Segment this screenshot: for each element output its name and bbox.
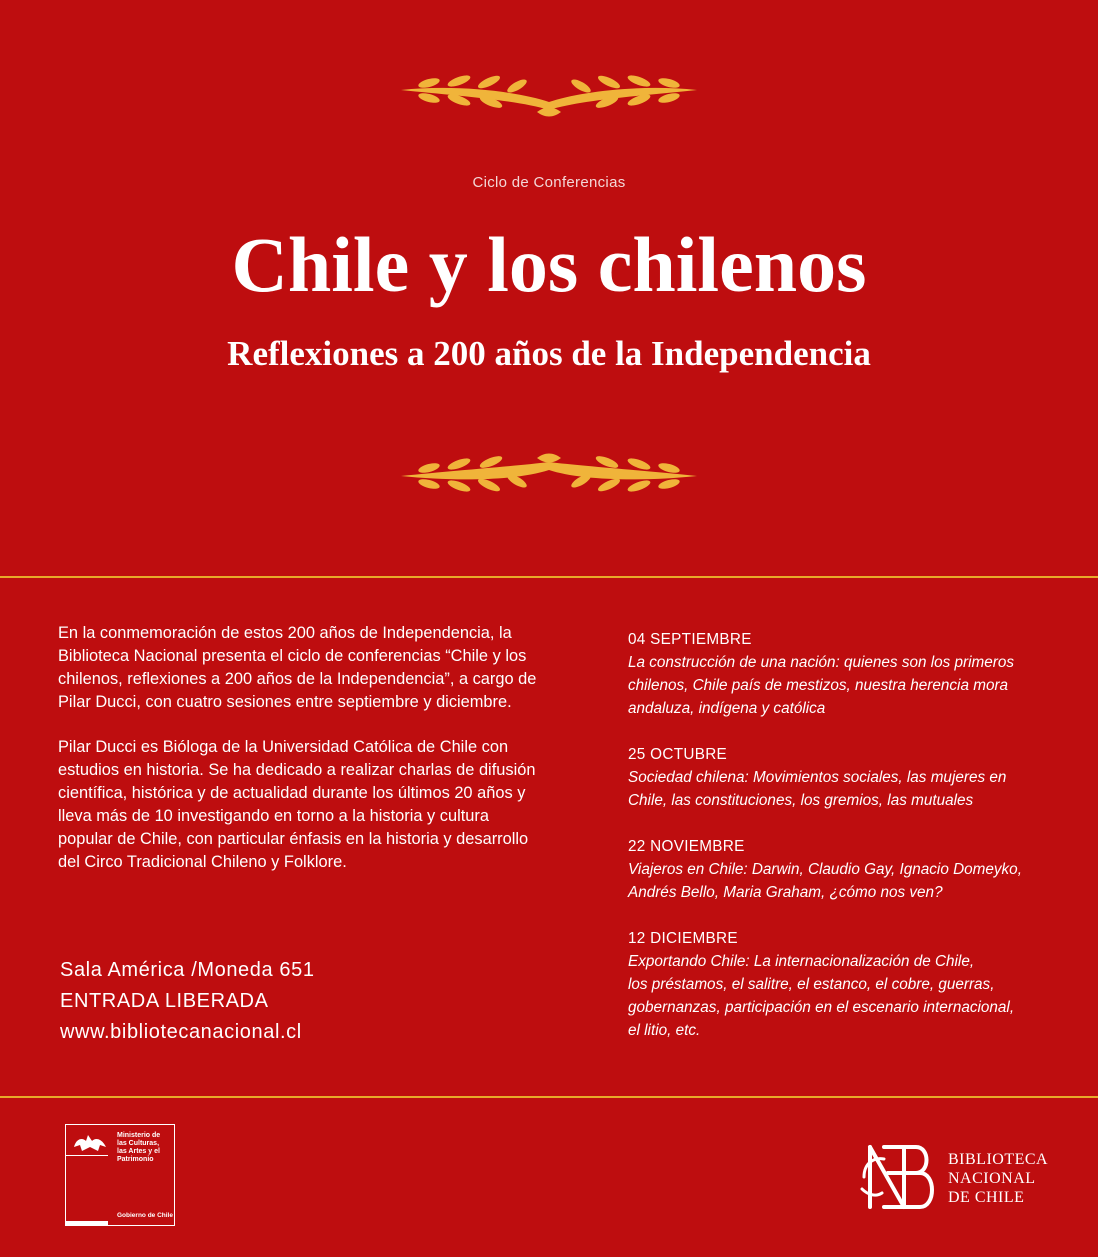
topic-line: gobernanzas, participación en el escenario internacional, <box>628 999 1015 1016</box>
topic-line: La construcción de una nación: quienes son los primeros <box>628 654 1015 671</box>
session-date: 04 SEPTIEMBRE <box>628 631 752 648</box>
ministry-line: las Artes y el <box>117 1148 160 1155</box>
topic-line: Viajeros en Chile: Darwin, Claudio Gay, Ignacio Domeyko, <box>628 861 1022 878</box>
divider <box>0 576 1098 578</box>
ministry-line: las Culturas, <box>117 1140 160 1147</box>
session-item <box>628 628 1068 720</box>
library-monogram-icon <box>860 1139 940 1215</box>
session-item <box>628 835 1068 904</box>
topic-line: Chile, las constituciones, los gremios, las mutuales <box>628 792 974 809</box>
library-name <box>948 1150 1048 1207</box>
library-line: NACIONAL <box>948 1170 1036 1187</box>
topic-line: Exportando Chile: La internacionalización de Chile, <box>628 953 975 970</box>
laurel-ornament-icon <box>399 448 699 498</box>
session-date: 25 OCTUBRE <box>628 746 728 763</box>
session-item <box>628 927 1068 1042</box>
library-line: DE CHILE <box>948 1189 1025 1206</box>
session-topic <box>628 766 1068 812</box>
session-date: 22 NOVIEMBRE <box>628 838 745 855</box>
ministry-line: Patrimonio <box>117 1156 154 1163</box>
topic-line: Andrés Bello, Maria Graham, ¿cómo nos ven? <box>628 884 943 901</box>
session-item <box>628 743 1068 812</box>
intro-paragraph: En la conmemoración de estos 200 años de Independencia, la Biblioteca Nacional presenta el ciclo de conferencias “Chile y los chilenos, reflexiones a 200 años de la Independencia”, a cargo de Pilar Ducci, con cuatro sesiones entre septiembre y diciembre. <box>58 624 537 711</box>
ministry-logo <box>65 1124 175 1226</box>
session-date: 12 DICIEMBRE <box>628 930 738 947</box>
library-line: BIBLIOTECA <box>948 1151 1049 1168</box>
topic-line: andaluza, indígena y católica <box>628 700 826 717</box>
page-title: Chile y los chilenos <box>231 221 867 308</box>
divider <box>0 1096 1098 1098</box>
venue-text: Sala América /Moneda 651 <box>60 959 315 981</box>
kicker-text: Ciclo de Conferencias <box>472 174 626 191</box>
crest-divider <box>66 1155 108 1156</box>
ministry-line: Ministerio de <box>117 1132 161 1139</box>
topic-line: chilenos, Chile país de mestizos, nuestra herencia mora <box>628 677 1009 694</box>
laurel-ornament-icon <box>399 72 699 122</box>
session-topic <box>628 858 1068 904</box>
government-label: Gobierno de Chile <box>117 1212 173 1219</box>
event-info <box>60 955 315 1048</box>
topic-line: los préstamos, el salitre, el estanco, el cobre, guerras, <box>628 976 995 993</box>
entry-text: ENTRADA LIBERADA <box>60 990 269 1012</box>
topic-line: Sociedad chilena: Movimientos sociales, las mujeres en <box>628 769 1007 786</box>
page-subtitle: Reflexiones a 200 años de la Independencia <box>227 334 871 373</box>
bio-paragraph: Pilar Ducci es Bióloga de la Universidad Católica de Chile con estudios en historia. Se ha dedicado a realizar charlas de difusión científica, histórica y de actualidad durante los últimos 20 años y lleva más de 10 investigando en torno a la historia y cultura popular de Chile, con particular énfasis en la historia y desarrollo del Circo Tradicional Chileno y Folklore. <box>58 738 536 871</box>
ministry-crest-icon <box>70 1131 110 1155</box>
session-topic <box>628 950 1068 1042</box>
session-list <box>628 628 1068 1065</box>
topic-line: el litio, etc. <box>628 1022 701 1039</box>
website-link[interactable]: www.bibliotecanacional.cl <box>60 1021 302 1043</box>
flag-band <box>66 1221 108 1225</box>
session-topic <box>628 651 1068 720</box>
ministry-name <box>117 1132 173 1164</box>
intro-text <box>58 622 540 896</box>
